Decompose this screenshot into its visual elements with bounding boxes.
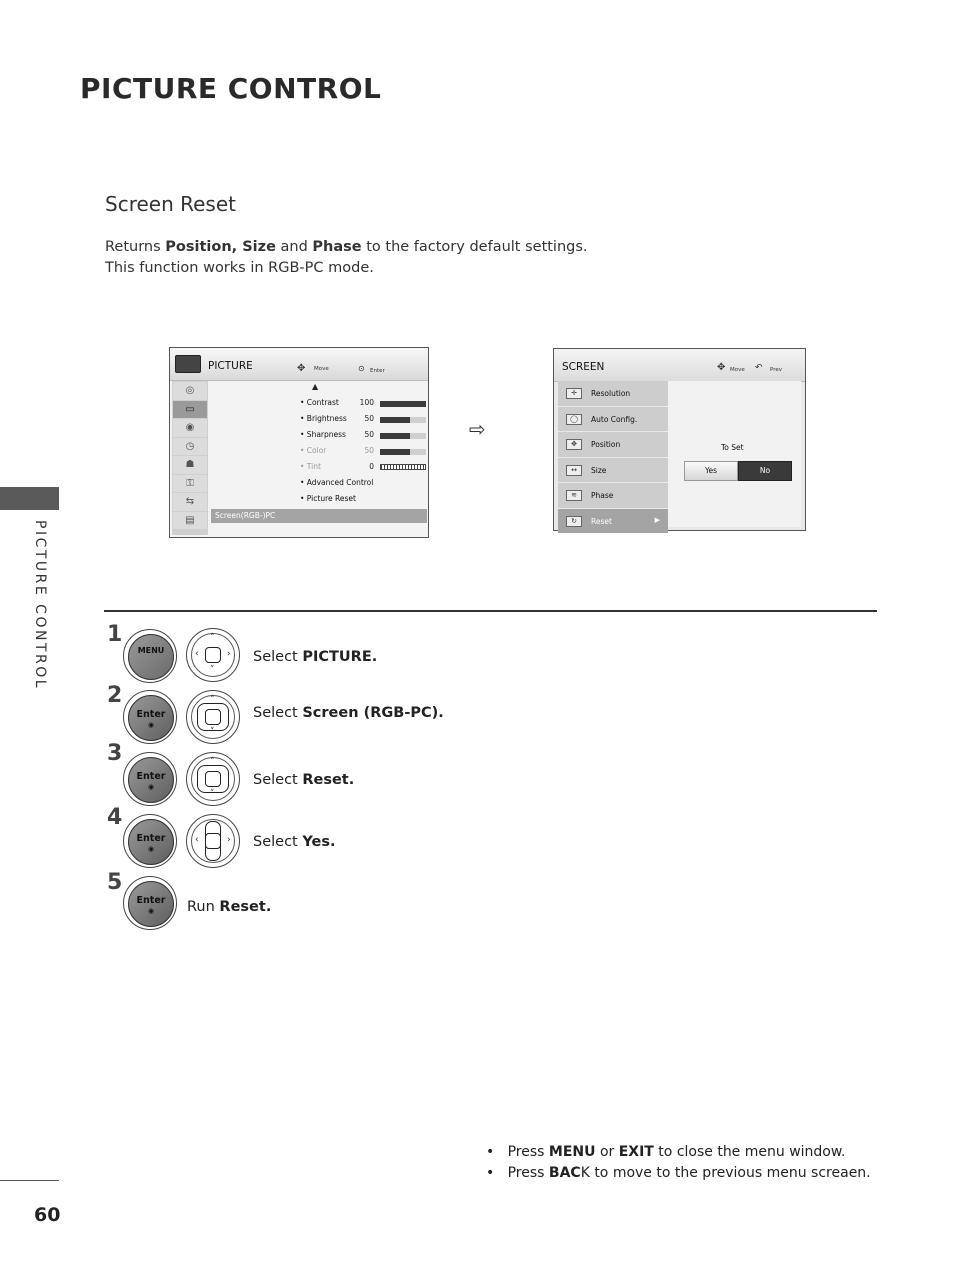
osd-bar-fill xyxy=(380,401,426,407)
remote-button-face xyxy=(128,634,174,680)
step-instruction xyxy=(253,649,377,665)
section-title: Screen Reset xyxy=(105,192,236,216)
note-bold: BAC xyxy=(548,1165,581,1181)
osd-tint-scale xyxy=(380,464,426,470)
intro-prefix: Returns xyxy=(105,239,166,255)
reset-icon: ↻ xyxy=(566,516,582,527)
section-divider xyxy=(104,610,877,612)
osd-row-color xyxy=(300,446,326,455)
note-bold: EXIT xyxy=(618,1144,654,1160)
osd-row-label: • Sharpness xyxy=(300,430,346,439)
note-previous-menu: • Press BACK to move to the previous menu screaen. xyxy=(486,1165,871,1181)
picture-osd-title: PICTURE xyxy=(208,360,253,372)
navigation-pad-up-down xyxy=(186,752,240,806)
screen-osd-title: SCREEN xyxy=(562,361,605,373)
nav-center-key xyxy=(205,771,221,787)
step-instruction xyxy=(253,834,336,850)
osd-row-contrast xyxy=(300,398,339,407)
enter-remote-button xyxy=(123,752,177,806)
yes-button: Yes xyxy=(684,461,738,481)
remote-button-label: Enter xyxy=(136,895,166,906)
osd-row-label: • Brightness xyxy=(300,414,347,423)
enter-dot-icon: ◉ xyxy=(147,783,155,791)
osd-row-tint xyxy=(300,462,321,471)
arrow-right-icon: › xyxy=(227,649,231,659)
step-text-prefix: Run xyxy=(187,899,220,915)
enter-dot-icon: ◉ xyxy=(147,907,155,915)
step-text-bold: Reset. xyxy=(219,899,272,915)
picture-osd-header xyxy=(170,348,428,381)
navigation-pad xyxy=(186,628,240,682)
page-number: 60 xyxy=(34,1204,61,1226)
step-number: 4 xyxy=(107,805,123,830)
arrow-down-icon: ˅ xyxy=(210,665,215,675)
intro-bold-1: Position, Size xyxy=(165,239,276,255)
arrow-down-icon: ˅ xyxy=(210,789,215,799)
nav-center-key xyxy=(205,833,221,849)
arrow-left-icon: ‹ xyxy=(195,835,199,845)
note-text: or xyxy=(595,1144,619,1160)
tv-icon xyxy=(175,355,201,373)
step-text-prefix: Select xyxy=(253,834,303,850)
picture-osd-icon-2: ▭ xyxy=(173,401,207,419)
osd-row-sharpness xyxy=(300,430,346,439)
note-text: to close the menu window. xyxy=(653,1144,846,1160)
picture-osd-screenshot xyxy=(169,347,429,538)
position-icon: ✥ xyxy=(566,439,582,450)
caret-right-icon: ▶ xyxy=(654,515,660,524)
move-icon: ✥ xyxy=(717,362,726,373)
step-instruction xyxy=(253,705,444,721)
screen-menu-item-position xyxy=(558,432,668,457)
screen-menu-item-reset xyxy=(558,509,668,534)
nav-center-key xyxy=(205,709,221,725)
osd-row-value: 50 xyxy=(364,446,374,455)
note-text: Press xyxy=(507,1165,549,1181)
step-text-bold: Reset. xyxy=(302,772,355,788)
picture-osd-icon-column xyxy=(172,381,208,535)
screen-menu-item-label: Auto Config. xyxy=(591,414,638,424)
osd-bar-brightness xyxy=(380,417,426,423)
step-number: 3 xyxy=(107,741,123,766)
step-number: 1 xyxy=(107,622,123,647)
screen-menu-item-size xyxy=(558,458,668,483)
osd-row-label: • Color xyxy=(300,446,327,455)
remote-button-face xyxy=(128,757,174,803)
remote-button-label: Enter xyxy=(136,771,166,782)
note-close-menu: • Press MENU or EXIT to close the menu window. xyxy=(486,1144,846,1160)
step-text-bold: Yes. xyxy=(302,834,336,850)
osd-bar-fill xyxy=(380,449,410,455)
picture-osd-icon-5: ☗ xyxy=(173,456,207,474)
enter-icon: ⊙ xyxy=(358,364,365,373)
remote-button-face xyxy=(128,819,174,865)
osd-row-label: • Advanced Control xyxy=(300,478,374,487)
arrow-right-icon: › xyxy=(227,835,231,845)
screen-menu-item-label: Reset xyxy=(591,516,612,526)
intro-line-2: This function works in RGB-PC mode. xyxy=(105,260,374,276)
screen-menu-item-phase xyxy=(558,483,668,508)
menu-remote-button xyxy=(123,629,177,683)
screen-osd-confirm-panel xyxy=(668,381,801,527)
next-arrow-icon: ⇨ xyxy=(469,417,486,441)
screen-menu-item-label: Phase xyxy=(591,491,614,500)
enter-dot-icon: ◉ xyxy=(147,845,155,853)
step-text-prefix: Select xyxy=(253,705,303,721)
osd-bar-fill xyxy=(380,417,410,423)
osd-row-value: 100 xyxy=(359,398,374,407)
osd-row-value: 50 xyxy=(364,414,374,423)
arrow-up-icon: ˄ xyxy=(210,695,215,705)
to-set-label: To Set xyxy=(721,443,744,452)
picture-osd-icon-3: ◉ xyxy=(173,419,207,437)
osd-row-screen-rgb-pc xyxy=(211,509,427,523)
osd-row-brightness xyxy=(300,414,347,423)
step-text-prefix: Select xyxy=(253,649,303,665)
enter-label: Enter xyxy=(370,368,385,374)
step-number: 2 xyxy=(107,683,123,708)
scroll-up-icon: ▲ xyxy=(312,382,319,391)
osd-bar-sharpness xyxy=(380,433,426,439)
intro-suffix: to the factory default settings. xyxy=(361,239,588,255)
step-text-bold: PICTURE. xyxy=(302,649,378,665)
arrow-up-icon: ˄ xyxy=(210,633,215,643)
arrow-left-icon: ‹ xyxy=(195,649,199,659)
osd-row-advanced-control xyxy=(300,478,373,487)
note-text: K to move to the previous menu screaen. xyxy=(580,1165,871,1181)
step-instruction xyxy=(187,899,271,915)
osd-bar-contrast xyxy=(380,401,426,407)
picture-osd-icon-4: ◷ xyxy=(173,438,207,456)
page-number-rule xyxy=(0,1180,59,1181)
no-button: No xyxy=(738,461,792,481)
screen-menu-item-resolution xyxy=(558,381,668,406)
enter-remote-button xyxy=(123,814,177,868)
screen-menu-item-label: Size xyxy=(591,465,607,475)
prev-label: Prev xyxy=(770,367,782,373)
step-instruction xyxy=(253,772,354,788)
screen-osd-header xyxy=(554,349,805,382)
remote-button-label: Enter xyxy=(136,833,166,844)
move-label: Move xyxy=(730,367,745,373)
remote-button-label: MENU xyxy=(137,646,165,655)
remote-button-label: Enter xyxy=(136,709,166,720)
note-text: Press xyxy=(507,1144,549,1160)
intro-text xyxy=(105,237,588,279)
navigation-pad-left-right xyxy=(186,814,240,868)
arrow-down-icon: ˅ xyxy=(210,727,215,737)
enter-dot-icon: ◉ xyxy=(147,721,155,729)
step-text-bold: Screen (RGB-PC). xyxy=(302,705,444,721)
picture-osd-icon-8: ▤ xyxy=(173,512,207,530)
intro-bold-2: Phase xyxy=(312,239,362,255)
arrow-up-icon: ˄ xyxy=(210,757,215,767)
osd-row-picture-reset xyxy=(300,494,356,503)
osd-screen-row-label: Screen(RGB-)PC xyxy=(215,511,276,520)
step-number: 5 xyxy=(107,870,123,895)
picture-osd-icon-7: ⇆ xyxy=(173,493,207,511)
navigation-pad-up-down xyxy=(186,690,240,744)
screen-menu-item-label: Position xyxy=(591,440,621,449)
osd-row-value: 50 xyxy=(364,430,374,439)
screen-osd-screenshot xyxy=(553,348,806,531)
screen-menu-item-label: Resolution xyxy=(591,389,631,398)
move-icon: ✥ xyxy=(297,363,306,374)
enter-remote-button xyxy=(123,690,177,744)
back-icon: ↶ xyxy=(755,363,763,373)
enter-remote-button xyxy=(123,876,177,930)
osd-bar-color xyxy=(380,449,426,455)
resolution-icon: ✛ xyxy=(566,388,582,399)
osd-bar-fill xyxy=(380,433,410,439)
phase-icon: ≋ xyxy=(566,490,582,501)
osd-row-label: • Contrast xyxy=(300,398,339,407)
osd-row-value: 0 xyxy=(369,462,374,471)
picture-osd-icon-1: ◎ xyxy=(173,382,207,400)
side-section-label: PICTURE CONTROL xyxy=(32,520,48,691)
note-bold: MENU xyxy=(548,1144,596,1160)
intro-and: and xyxy=(275,239,313,255)
step-text-prefix: Select xyxy=(253,772,303,788)
screen-osd-menu-list xyxy=(558,381,668,534)
remote-button-face xyxy=(128,695,174,741)
nav-center-key xyxy=(205,647,221,663)
move-label: Move xyxy=(314,366,329,372)
size-icon: ↔ xyxy=(566,465,582,476)
page-title: PICTURE CONTROL xyxy=(80,72,382,105)
picture-osd-icon-6: ⚿ xyxy=(173,475,207,493)
osd-row-label: • Picture Reset xyxy=(300,494,356,503)
remote-button-face xyxy=(128,881,174,927)
osd-row-label: • Tint xyxy=(300,462,321,471)
side-tab-marker xyxy=(0,487,59,510)
auto-config-icon: ◯ xyxy=(566,414,582,425)
screen-menu-item-auto-config xyxy=(558,407,668,432)
